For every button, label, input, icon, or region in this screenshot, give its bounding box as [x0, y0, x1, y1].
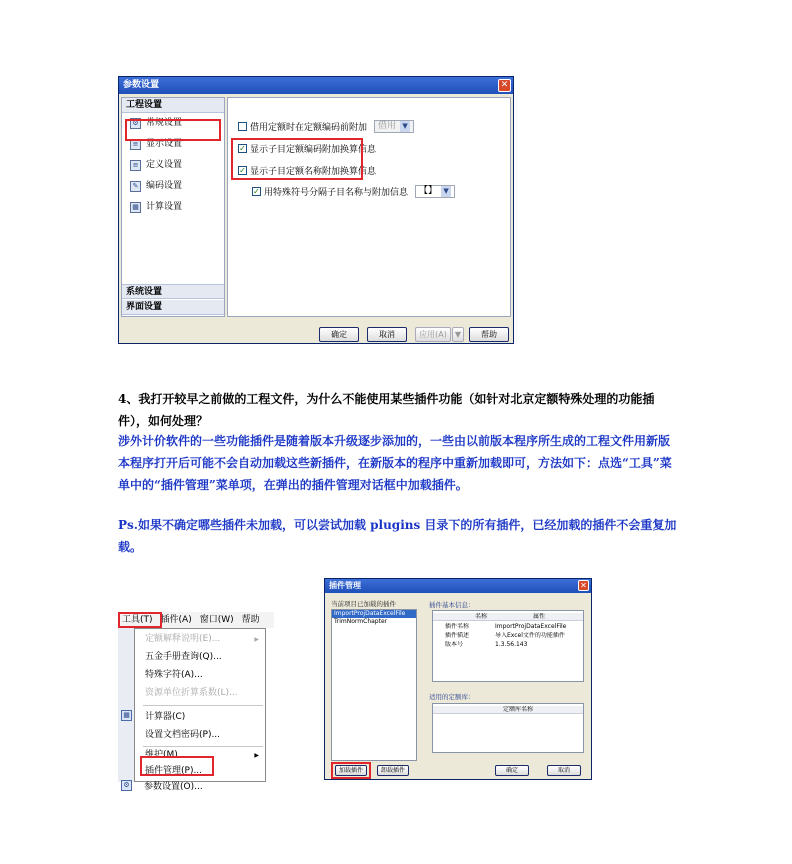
chevron-down-icon: ▼ [441, 186, 451, 197]
applicable-libraries-label: 适用的定额库： [429, 693, 475, 701]
nav-item-encoding[interactable] [122, 176, 224, 197]
question-paragraph: 4、我打开较早之前做的工程文件，为什么不能使用某些插件功能（如针对北京定额特殊处理的功能插件），如何处理？ [118, 392, 655, 428]
option-label: 显示子目定额名称附加换算信息 [250, 167, 377, 177]
table-cell: 版本号 [445, 641, 464, 648]
menu-item-label: 维护(M) [145, 750, 178, 760]
table-row [433, 632, 583, 640]
plugin-info-label: 插件基本信息： [429, 601, 475, 609]
menu-window[interactable]: 窗口(W) [199, 615, 234, 625]
table-header [433, 613, 583, 621]
plugin-info-table [432, 610, 584, 682]
apply-dropdown-chevron-down-icon[interactable]: ▼ [452, 327, 464, 342]
nav-item-label: 显示设置 [146, 139, 183, 149]
cancel-button[interactable]: 取消 [367, 327, 407, 342]
menu-item-label: 定额解释说明(E)... [145, 634, 221, 644]
menu-item-special-chars[interactable]: 特殊字符(A)... [145, 670, 203, 680]
load-plugin-button[interactable]: 加载插件 [335, 765, 367, 776]
nav-item-label: 定义设置 [146, 160, 183, 170]
column-header: 名称 [475, 613, 488, 620]
borrow-prefix-combo[interactable] [374, 120, 414, 133]
group-project-settings[interactable]: 工程设置 [122, 98, 224, 113]
wrench-icon: ⚙ [130, 118, 141, 129]
combo-value: 【】 [419, 186, 438, 196]
highlight-box [331, 762, 371, 779]
gear-icon: ⚙ [121, 780, 132, 791]
loaded-plugins-label: 当前项目已加载的插件 [331, 600, 396, 608]
dialog-titlebar [119, 77, 513, 94]
checkbox[interactable]: ✓ [239, 166, 246, 175]
dialog-titlebar [325, 579, 591, 593]
group-system-settings[interactable]: 系统设置 [122, 284, 224, 299]
applicable-libraries-table [432, 703, 584, 753]
ok-button[interactable]: 确定 [319, 327, 359, 342]
option-label: 显示子目定额编码附加换算信息 [250, 145, 377, 155]
option-borrow-prefix[interactable] [238, 120, 414, 133]
table-cell: 插件名称 [445, 623, 470, 630]
table-cell: 导入Excel文件的功能插件 [495, 632, 565, 639]
nav-item-label: 编码设置 [146, 181, 183, 191]
menu-item-calculator[interactable]: 计算器(C) [145, 712, 186, 722]
highlight-box [140, 756, 214, 776]
parameter-settings-dialog [118, 76, 514, 344]
nav-item-calculation[interactable] [122, 197, 224, 218]
nav-item-label: 常规设置 [146, 118, 183, 128]
checkbox[interactable]: ✓ [253, 187, 260, 196]
dialog-title: 插件管理 [329, 581, 361, 590]
nav-item-label: 计算设置 [146, 202, 183, 212]
highlight-box [118, 612, 162, 628]
menu-help[interactable]: 帮助 [241, 615, 260, 625]
table-row [433, 623, 583, 631]
list-icon: ≡ [130, 160, 141, 171]
help-button[interactable]: 帮助 [469, 327, 509, 342]
option-label: 借用定额时在定额编码前附加 [250, 123, 368, 133]
table-row [433, 641, 583, 649]
group-ui-settings[interactable]: 界面设置 [122, 300, 224, 315]
menu-plugins[interactable]: 插件(A) [160, 615, 192, 625]
combo-value: 借用 [378, 121, 397, 131]
menu-item-doc-password[interactable]: 设置文档密码(P)... [145, 730, 221, 740]
dialog-title: 参数设置 [123, 80, 160, 90]
chevron-right-icon: ▶ [254, 636, 259, 643]
menu-item-plugin-manager[interactable]: 插件管理(P)... [145, 766, 203, 776]
close-icon[interactable]: ✕ [578, 580, 589, 591]
highlight-box [125, 119, 221, 141]
nav-item-definition[interactable] [122, 155, 224, 176]
column-header: 定额库名称 [503, 706, 534, 713]
menu-tools[interactable]: 工具(T) [122, 615, 153, 625]
calculator-icon: ▦ [121, 710, 132, 721]
menu-separator [143, 705, 263, 706]
list-item[interactable]: ImportProjDataExcelFile [332, 610, 416, 618]
table-cell: ImportProjDataExcelFile [495, 623, 567, 630]
option-label: 用特殊符号分隔子目名称与附加信息 [264, 188, 409, 198]
calculator-icon: ▦ [130, 202, 141, 213]
ps-paragraph: Ps.如果不确定哪些插件未加载，可以尝试加载 plugins 目录下的所有插件，已经加载的插件不会重复加载。 [118, 518, 677, 554]
separator-combo[interactable] [415, 185, 455, 198]
settings-panel [227, 97, 511, 317]
table-cell: 插件描述 [445, 632, 470, 639]
table-header [433, 706, 583, 714]
menu-item-hardware-handbook[interactable]: 五金手册查询(Q)... [145, 652, 222, 662]
cancel-button[interactable]: 取消 [547, 765, 581, 776]
table-cell: 1.3.56.143 [495, 641, 528, 648]
answer-paragraph: 涉外计价软件的一些功能插件是随着版本升级逐步添加的，一些由以前版本程序所生成的工程文件用新版本程序打开后可能不会自动加载这些新插件，在新版本的程序中重新加载即可，方法如下：点选“工具”菜单中的“插件管理”菜单项，在弹出的插件管理对话框中加载插件。 [118, 434, 672, 492]
option-special-separator[interactable] [252, 185, 455, 198]
list-item[interactable]: TrimNormChapter [334, 618, 388, 625]
column-header: 属性 [533, 613, 546, 620]
checkbox[interactable]: ✓ [239, 144, 246, 153]
menu-item-norm-explain[interactable] [145, 631, 263, 648]
tools-menu-screenshot [118, 612, 274, 792]
list-icon: ≡ [130, 139, 141, 150]
unload-plugin-button[interactable]: 卸载插件 [377, 765, 409, 776]
close-icon[interactable]: ✕ [498, 79, 511, 92]
ok-button[interactable]: 确定 [495, 765, 529, 776]
checkbox[interactable] [238, 122, 247, 131]
plugin-manager-dialog [324, 578, 592, 780]
pencil-icon: ✎ [130, 181, 141, 192]
highlight-box [231, 138, 363, 180]
menu-item-parameter-settings[interactable]: 参数设置(O)... [144, 782, 203, 792]
menu-item-unit-conversion[interactable]: 资源单位折算系数(L)... [145, 688, 238, 698]
loaded-plugins-list[interactable] [331, 609, 417, 761]
chevron-down-icon: ▼ [400, 121, 410, 132]
chevron-right-icon: ▶ [254, 752, 259, 759]
apply-button[interactable]: 应用(A) [415, 327, 451, 342]
